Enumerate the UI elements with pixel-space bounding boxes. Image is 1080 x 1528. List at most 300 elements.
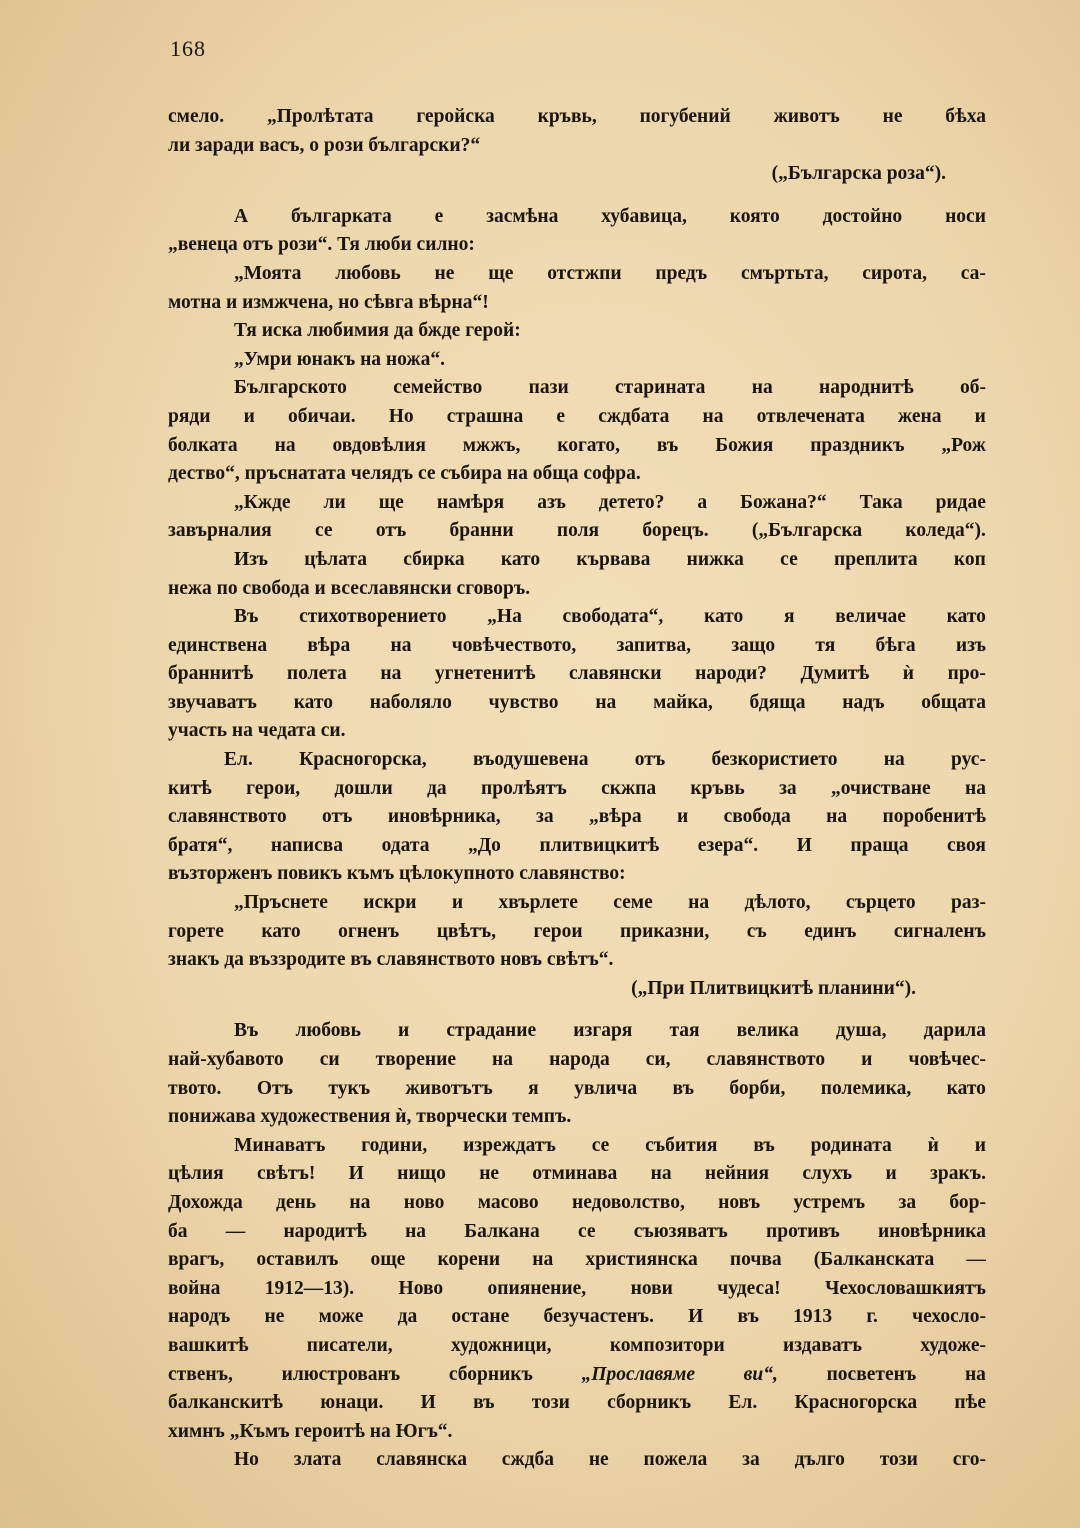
body-text: [168, 103, 986, 1475]
word: стихотворението: [299, 606, 447, 628]
word: е: [434, 205, 444, 227]
word: А: [234, 205, 249, 227]
word: Така: [859, 491, 903, 513]
word: и: [861, 1049, 873, 1070]
word: на: [650, 1163, 672, 1185]
word: писатели,: [306, 1334, 393, 1356]
word: цѣлия: [168, 1163, 224, 1185]
word: искри: [363, 892, 417, 914]
text-line: участь на чедата си.: [168, 720, 346, 742]
word: този: [531, 1392, 570, 1414]
word: въ: [753, 1134, 775, 1156]
word: бранни: [449, 520, 514, 542]
page-number: 168: [170, 36, 206, 61]
word: коп: [953, 548, 986, 570]
word: кървава: [576, 548, 651, 570]
word: да: [427, 777, 447, 799]
word: оставилъ: [256, 1249, 339, 1271]
word: ѝ: [927, 1134, 939, 1156]
paragraph-gap: [168, 1003, 986, 1017]
word: надъ: [842, 691, 885, 713]
word: бдяща: [749, 691, 806, 713]
word: и: [676, 806, 689, 828]
word: предъ: [655, 262, 708, 284]
word: своя: [947, 834, 986, 856]
word: съюзяватъ: [633, 1220, 728, 1242]
word: на: [274, 434, 296, 456]
word: геройска: [416, 106, 495, 127]
word: за: [779, 777, 797, 799]
word: на: [390, 634, 412, 656]
word: иновѣрника,: [387, 806, 501, 828]
word: иновѣрника: [878, 1220, 986, 1242]
word: и: [885, 1163, 897, 1185]
word: на: [532, 1249, 554, 1271]
text-line: химнъ „Къмъ героитѣ на Югъ“.: [168, 1420, 453, 1442]
word: се: [591, 1134, 610, 1156]
word: като: [946, 1077, 986, 1099]
paragraph-gap: [168, 189, 986, 203]
word: не: [264, 1306, 285, 1328]
text-line: [168, 489, 986, 518]
word: на: [702, 405, 724, 427]
text-line: ли заради васъ, о рози български?“: [168, 134, 481, 156]
word: Дохожда: [168, 1191, 243, 1213]
word: сго-: [952, 1449, 986, 1471]
word: я: [528, 1077, 539, 1099]
word: е: [556, 405, 566, 427]
word: на: [883, 749, 905, 771]
text-line: [168, 1132, 986, 1161]
word: Красногорска,: [299, 749, 427, 771]
word: нейния: [704, 1163, 770, 1185]
word: смъртьта,: [740, 262, 829, 284]
word: тая: [669, 1020, 700, 1042]
word: И: [348, 1163, 364, 1185]
word: а: [697, 491, 708, 513]
word: „Рож: [941, 434, 986, 456]
text-line: [168, 260, 986, 289]
word: бѣха: [945, 106, 986, 127]
text-line: знакъ да въззродите въ славянството новъ свѣтъ“.: [168, 949, 614, 971]
word: новъ: [718, 1191, 761, 1213]
word: единъ: [804, 920, 857, 942]
word: славянството: [706, 1049, 826, 1070]
word: любовь: [335, 262, 401, 284]
word: отъ: [634, 749, 666, 771]
text-line: [168, 374, 986, 403]
text-line: [168, 1189, 986, 1218]
word: приказни,: [620, 920, 710, 942]
text-line: [168, 1160, 986, 1189]
word: вѣра: [307, 634, 351, 656]
word: на: [964, 1363, 986, 1385]
word: отстжпи: [547, 262, 622, 284]
word: остане: [451, 1306, 510, 1328]
word: дълго: [794, 1449, 845, 1471]
word: зракъ.: [930, 1163, 986, 1185]
word: Изъ: [234, 548, 269, 570]
word: семейство: [393, 377, 483, 399]
word: и: [398, 1020, 410, 1042]
text-line: [168, 1446, 986, 1475]
word: цвѣтъ,: [436, 920, 496, 942]
word: тя: [815, 634, 836, 656]
word: об-: [960, 377, 986, 399]
word: запитва,: [616, 634, 692, 656]
word: слухъ: [802, 1163, 853, 1185]
word: устремъ: [793, 1191, 866, 1213]
word: може: [318, 1306, 364, 1328]
word: не: [882, 106, 903, 127]
word: народа: [549, 1049, 610, 1070]
word: нищо: [397, 1163, 446, 1185]
word: въодушевена: [472, 749, 589, 771]
word: още: [370, 1249, 406, 1271]
word: ви“,: [743, 1363, 778, 1385]
word: безкористието: [711, 749, 838, 771]
word: посветенъ: [826, 1363, 917, 1385]
word: народитѣ: [283, 1220, 367, 1242]
word: свѣтъ!: [257, 1163, 316, 1185]
word: рус-: [951, 749, 986, 771]
word: скжпа: [601, 777, 657, 799]
word: „очистване: [831, 777, 931, 799]
text-line: [168, 746, 986, 775]
word: си: [319, 1049, 340, 1070]
word: и: [974, 405, 986, 427]
word: събития: [645, 1134, 718, 1156]
word: врагъ,: [168, 1249, 225, 1271]
text-line: [168, 1275, 986, 1304]
word: увлича: [574, 1077, 638, 1099]
word: браннитѣ: [168, 663, 254, 685]
word: ли: [323, 491, 346, 513]
text-line: [168, 803, 986, 832]
word: години,: [361, 1134, 428, 1156]
word: хубавица,: [601, 205, 687, 227]
word: християнска: [585, 1249, 698, 1271]
word: художе-: [920, 1334, 986, 1356]
text-line: нежа по свобода и всеславянски сговоръ.: [168, 577, 531, 599]
word: раз-: [951, 892, 986, 914]
word: —: [966, 1249, 986, 1271]
word: праща: [850, 834, 909, 856]
word: велика: [736, 1020, 799, 1042]
text-line: („При Плитвицкитѣ планини“).: [631, 977, 916, 999]
word: не: [434, 262, 455, 284]
word: поля: [556, 520, 600, 542]
word: пожела: [643, 1449, 708, 1471]
text-line: „венеца отъ рози“. Тя люби силно:: [168, 234, 475, 256]
word: злата: [293, 1449, 342, 1471]
word: герои: [533, 920, 583, 942]
word: не: [588, 1449, 609, 1471]
word: любовь: [295, 1020, 361, 1042]
text-line: дество“, пръснатата челядъ се събира на обща софра.: [168, 463, 641, 485]
word: като: [261, 920, 301, 942]
text-line: [168, 1389, 986, 1418]
word: 1913: [793, 1306, 833, 1328]
word: за: [898, 1191, 917, 1213]
word: славянството: [168, 806, 287, 828]
word: достойно: [822, 205, 903, 227]
word: майка,: [653, 691, 713, 713]
word: Ел.: [224, 749, 253, 771]
word: отминава: [532, 1163, 618, 1185]
word: Ел.: [728, 1392, 758, 1414]
text-line: [168, 632, 986, 661]
word: сирота,: [862, 262, 927, 284]
word: композитори: [609, 1334, 725, 1356]
text-line: [168, 1361, 986, 1390]
text-line: [168, 689, 986, 718]
word: не: [479, 1163, 500, 1185]
word: животъ: [773, 106, 840, 127]
word: почва: [729, 1249, 782, 1271]
word: издаватъ: [782, 1334, 863, 1356]
word: „До: [468, 834, 501, 856]
word: ба: [168, 1220, 188, 1242]
word: Но: [388, 405, 414, 427]
word: и: [243, 405, 255, 427]
word: ряди: [168, 405, 211, 427]
text-line: [168, 1046, 986, 1075]
word: китѣ: [168, 777, 212, 799]
word: полета: [286, 663, 347, 685]
word: нижка: [686, 548, 744, 570]
word: въ: [672, 1077, 694, 1099]
word: страшна: [446, 405, 524, 427]
word: Чехословашкиятъ: [825, 1277, 986, 1299]
word: страдание: [446, 1020, 537, 1042]
text-line: [168, 1218, 986, 1247]
word: бор-: [949, 1191, 986, 1213]
word: написва: [270, 834, 344, 856]
word: братя“,: [168, 834, 233, 856]
word: и: [974, 1134, 986, 1156]
text-line: [168, 660, 986, 689]
word: са-: [960, 262, 986, 284]
word: балканскитѣ: [168, 1392, 283, 1414]
text-line: [168, 918, 986, 947]
word: художници,: [450, 1334, 552, 1356]
word: про-: [947, 663, 986, 685]
word: на: [380, 663, 402, 685]
word: полемика,: [820, 1077, 912, 1099]
word: за: [742, 1449, 760, 1471]
word: И: [796, 834, 812, 856]
word: „вѣра: [589, 806, 642, 828]
text-line: [168, 889, 986, 918]
word: завърналия: [168, 520, 272, 542]
word: дѣлото,: [744, 892, 811, 914]
text-line: възторженъ повикъ къмъ цѣлокупното славянство:: [168, 863, 626, 885]
word: Минаватъ: [234, 1134, 326, 1156]
word: изгаря: [573, 1020, 633, 1042]
word: масово: [477, 1191, 539, 1213]
word: сждбата: [598, 405, 670, 427]
word: противъ: [765, 1220, 840, 1242]
word: на: [405, 1220, 427, 1242]
word: Отъ: [256, 1077, 293, 1099]
word: (Балканската: [813, 1249, 935, 1271]
word: този: [879, 1449, 918, 1471]
word: плитвицкитѣ: [539, 834, 660, 856]
word: сборникъ: [607, 1392, 692, 1414]
word: човѣчес-: [908, 1049, 986, 1070]
word: единствена: [168, 634, 268, 656]
word: кръвь: [690, 777, 745, 799]
word: народъ: [168, 1306, 231, 1328]
word: изреждатъ: [463, 1134, 556, 1156]
word: „Прославяме: [581, 1363, 695, 1385]
word: кръвь,: [537, 106, 597, 127]
word: народнитѣ: [819, 377, 914, 399]
word: преплита: [833, 548, 918, 570]
word: Балкана: [464, 1220, 540, 1242]
text-line: понижава художествения ѝ, творчески темпъ.: [168, 1106, 572, 1128]
word: на: [826, 806, 848, 828]
word: на: [964, 777, 986, 799]
word: отъ: [321, 806, 353, 828]
word: И: [688, 1306, 704, 1328]
word: угнетенитѣ: [434, 663, 536, 685]
word: намѣря: [436, 491, 505, 513]
word: день: [276, 1191, 317, 1213]
word: семе: [613, 892, 653, 914]
word: пролѣятъ: [481, 777, 567, 799]
word: „Пролѣтата: [266, 106, 374, 127]
word: ѝ: [902, 663, 915, 685]
word: —: [225, 1220, 246, 1242]
word: свободата“,: [562, 606, 664, 628]
word: „Моята: [234, 262, 302, 284]
word: народи?: [695, 663, 767, 685]
word: въ: [737, 1306, 759, 1328]
word: наболяло: [369, 691, 452, 713]
word: се: [780, 548, 798, 570]
text-line: [168, 1075, 986, 1104]
text-line: [168, 1246, 986, 1275]
word: праздникъ: [810, 434, 905, 456]
text-line: [168, 517, 986, 546]
word: чехосло-: [912, 1306, 986, 1328]
word: ще: [378, 491, 404, 513]
word: герои,: [246, 777, 301, 799]
word: Ново: [398, 1277, 444, 1299]
word: ново: [403, 1191, 445, 1213]
text-line: [168, 103, 986, 132]
word: Въ: [234, 606, 259, 628]
word: Божана?“: [740, 491, 827, 513]
word: сърцето: [845, 892, 916, 914]
word: Божия: [715, 434, 774, 456]
word: детето?: [598, 491, 665, 513]
word: изъ: [955, 634, 986, 656]
word: пази: [528, 377, 569, 399]
word: мжжъ,: [462, 434, 521, 456]
word: коледа“).: [905, 520, 986, 542]
word: юнаци.: [320, 1392, 384, 1414]
word: славянски: [568, 663, 662, 685]
word: твото.: [168, 1077, 222, 1099]
word: старината: [615, 377, 706, 399]
word: свобода: [723, 806, 791, 828]
word: като: [946, 606, 986, 628]
word: човѣчеството,: [451, 634, 577, 656]
word: „Пръснете: [234, 892, 328, 914]
word: душа,: [835, 1020, 887, 1042]
word: славянска: [376, 1449, 467, 1471]
word: ридае: [935, 491, 986, 513]
word: чудеса!: [717, 1277, 781, 1299]
word: Въ: [234, 1020, 259, 1042]
word: си,: [645, 1049, 671, 1070]
word: болката: [168, 434, 238, 456]
word: родината: [810, 1134, 892, 1156]
word: звучаватъ: [168, 691, 257, 713]
word: величае: [835, 606, 906, 628]
word: „На: [487, 606, 522, 628]
text-line: [168, 603, 986, 632]
word: И: [420, 1392, 436, 1414]
word: засмѣна: [486, 205, 559, 227]
word: животътъ: [405, 1077, 493, 1099]
word: на: [751, 377, 773, 399]
word: огненъ: [338, 920, 400, 942]
word: илюстрованъ: [281, 1363, 401, 1385]
word: погубений: [639, 106, 731, 127]
text-line: [168, 1017, 986, 1046]
word: езера“.: [697, 834, 759, 856]
word: поробенитѣ: [882, 806, 986, 828]
text-line: [168, 1303, 986, 1332]
word: въ: [473, 1392, 495, 1414]
word: Думитѣ: [800, 663, 870, 685]
word: сигналенъ: [893, 920, 986, 942]
word: безучастенъ.: [543, 1306, 654, 1328]
word: се: [315, 520, 333, 542]
word: пѣе: [954, 1392, 986, 1414]
word: като: [293, 691, 333, 713]
word: овдовѣлия: [332, 434, 426, 456]
word: „Кжде: [234, 491, 291, 513]
word: одата: [381, 834, 430, 856]
word: борецъ.: [642, 520, 709, 542]
text-line: „Умри юнакъ на ножа“.: [234, 348, 445, 370]
word: на: [349, 1191, 371, 1213]
word: жена: [897, 405, 942, 427]
word: която: [729, 205, 780, 227]
word: съ: [746, 920, 767, 942]
word: когато,: [557, 434, 620, 456]
text-line: („Българска роза“).: [771, 163, 946, 185]
word: бѣга: [875, 634, 916, 656]
word: я: [783, 606, 795, 628]
word: се: [577, 1220, 596, 1242]
word: да: [397, 1306, 418, 1328]
word: Но: [234, 1449, 259, 1471]
word: недоволство,: [571, 1191, 685, 1213]
text-line: [168, 403, 986, 432]
word: опиянение,: [487, 1277, 587, 1299]
word: сждба: [501, 1449, 554, 1471]
word: и: [451, 892, 464, 914]
word: въ: [656, 434, 679, 456]
word: като: [500, 548, 541, 570]
word: творение: [375, 1049, 456, 1070]
